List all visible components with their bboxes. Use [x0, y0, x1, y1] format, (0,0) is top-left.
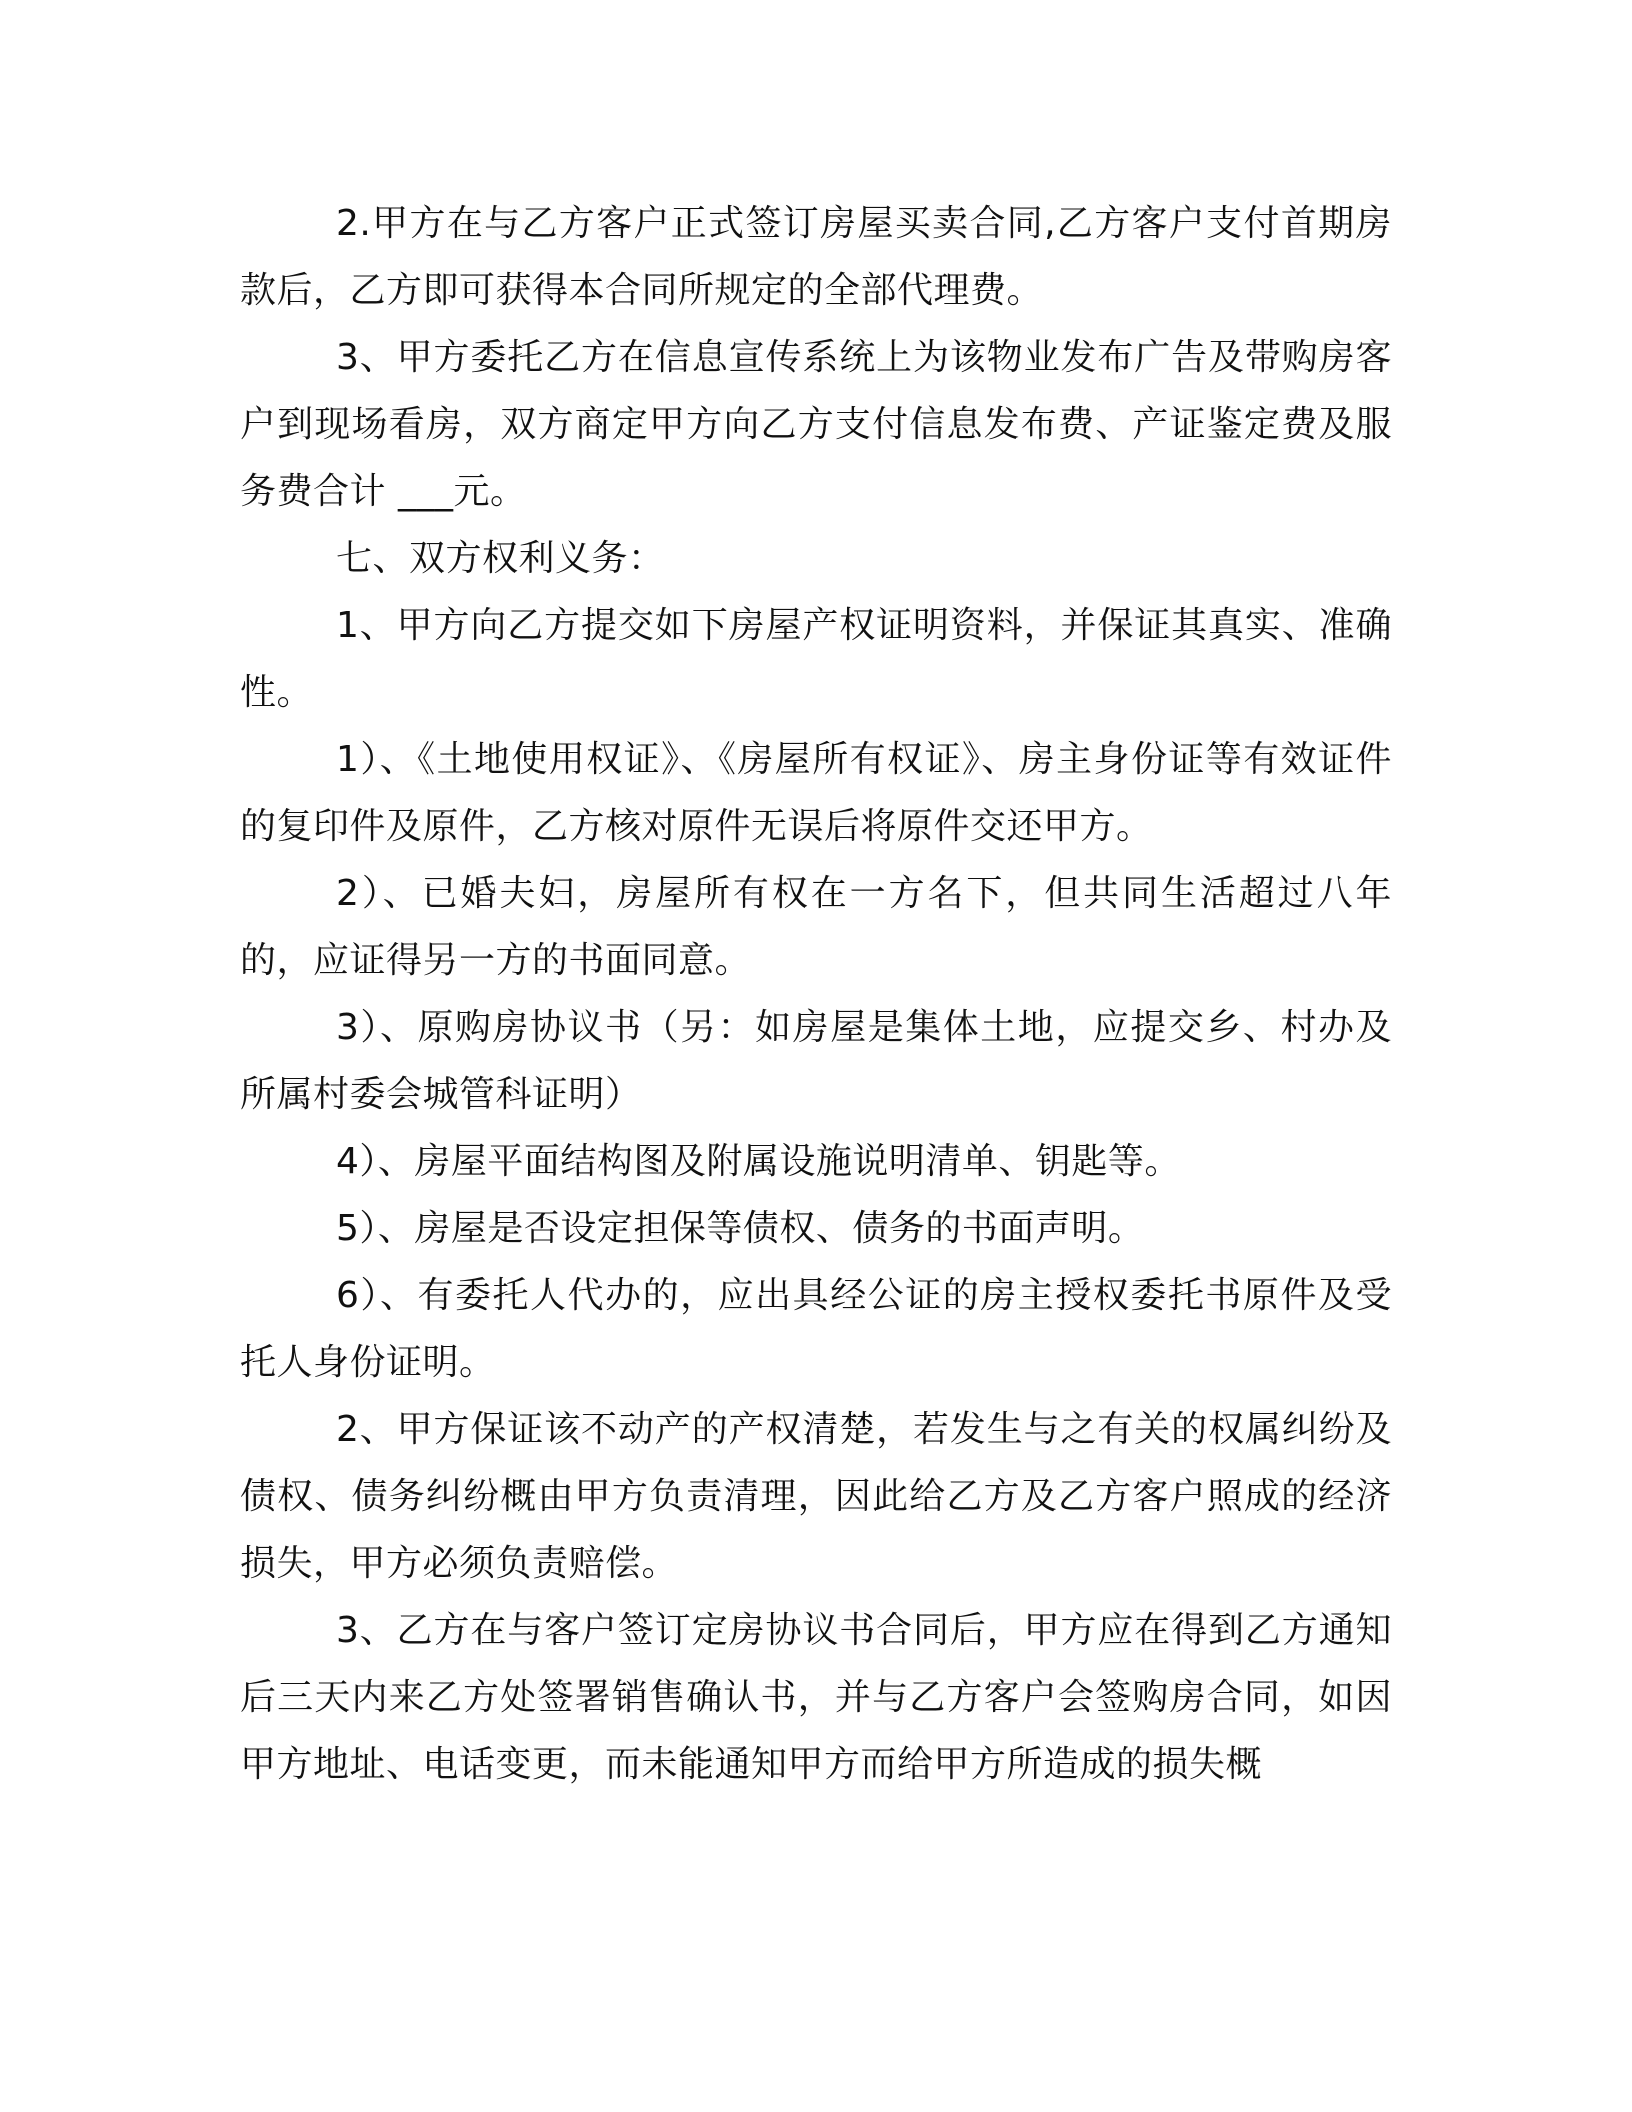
list-item-debt-statement: 5）、房屋是否设定担保等债权、债务的书面声明。 — [336, 1208, 1145, 1249]
paragraph-sales-confirmation: 3、乙方在与客户签订定房协议书合同后，甲方应在得到乙方通知后三天内来乙方处签署销售确认书，并与乙方客户会签购房合同，如因甲方地址、电话变更，而未能通知甲方而给甲方所造成的损失概 — [240, 1610, 1392, 1785]
list-item-power-of-attorney: 6）、有委托人代办的，应出具经公证的房主授权委托书原件及受托人身份证明。 — [240, 1275, 1392, 1383]
paragraph-advertising-fee: 3、甲方委托乙方在信息宣传系统上为该物业发布广告及带购房客户到现场看房，双方商定甲方向乙方支付信息发布费、产证鉴定费及服务费合计 ___元。 — [240, 337, 1392, 512]
paragraph-title-guarantee: 2、甲方保证该不动产的产权清楚，若发生与之有关的权属纠纷及债权、债务纠纷概由甲方负责清理，因此给乙方及乙方客户照成的经济损失，甲方必须负责赔偿。 — [240, 1409, 1392, 1584]
list-item-purchase-agreement: 3）、原购房协议书（另：如房屋是集体土地，应提交乡、村办及所属村委会城管科证明） — [240, 1007, 1392, 1115]
document-body — [240, 190, 1392, 1798]
section-heading-rights-obligations: 七、双方权利义务： — [336, 538, 665, 579]
paragraph-agency-fee: 2.甲方在与乙方客户正式签订房屋买卖合同,乙方客户支付首期房款后，乙方即可获得本合同所规定的全部代理费。 — [240, 203, 1392, 311]
list-item-floor-plan: 4）、房屋平面结构图及附属设施说明清单、钥匙等。 — [336, 1141, 1181, 1182]
list-item-married-consent: 2）、已婚夫妇，房屋所有权在一方名下，但共同生活超过八年的，应证得另一方的书面同意。 — [240, 873, 1392, 981]
list-item-certificates: 1）、《土地使用权证》、《房屋所有权证》、房主身份证等有效证件的复印件及原件，乙方核对原件无误后将原件交还甲方。 — [240, 739, 1392, 847]
paragraph-ownership-documents: 1、甲方向乙方提交如下房屋产权证明资料，并保证其真实、准确性。 — [240, 605, 1392, 713]
